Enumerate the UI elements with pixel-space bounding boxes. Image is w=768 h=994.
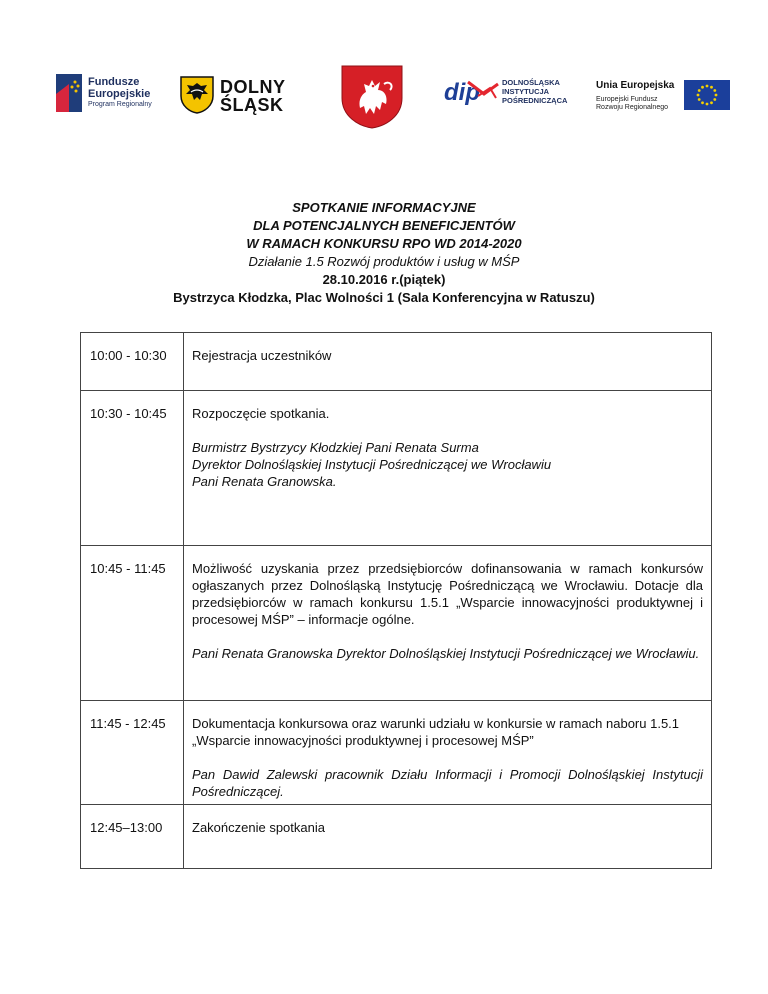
agenda-title: Rozpoczęcie spotkania. bbox=[192, 406, 330, 421]
heading-date: 28.10.2016 r.(piątek) bbox=[322, 272, 446, 287]
dip-icon bbox=[444, 78, 500, 108]
speaker-line: Dyrektor Dolnośląskiej Instytucji Pośredniczącej we Wrocławiu bbox=[192, 457, 552, 472]
bystrzyca-coat-of-arms bbox=[340, 64, 404, 130]
ue-line1: Unia Europejska bbox=[596, 80, 675, 91]
agenda-title: Możliwość uzyskania przez przedsiębiorców dofinansowania w ramach konkursów ogłaszanych przez Dolnośląską Instytucję Pośredniczącą we Wrocławiu. Dotacje dla przedsiębiorców w ramach konkursu 1.5.1 „Wsparcie innowacyjności produktywnej i procesowej MŚP” – informacje ogólne. bbox=[192, 561, 703, 627]
dip-line3: POŚREDNICZĄCA bbox=[502, 96, 568, 105]
agenda-speakers bbox=[192, 439, 703, 490]
table-row bbox=[81, 546, 712, 701]
fundusze-europejskie-logo bbox=[56, 74, 166, 118]
agenda-time: 12:45–13:00 bbox=[81, 805, 184, 869]
table-row bbox=[81, 701, 712, 805]
dolny-slask-word2: ŚLĄSK bbox=[220, 95, 284, 115]
unia-europejska-logo bbox=[596, 78, 736, 118]
agenda-item bbox=[184, 701, 712, 805]
agenda-table bbox=[80, 332, 712, 869]
ue-line3: Rozwoju Regionalnego bbox=[596, 104, 668, 111]
dolny-slask-word1: DOLNY bbox=[220, 77, 286, 97]
agenda-item bbox=[184, 391, 712, 546]
heading-line1: SPOTKANIE INFORMACYJNE bbox=[292, 200, 476, 215]
speaker-line: Pani Renata Granowska. bbox=[192, 474, 337, 489]
agenda-speaker: Pan Dawid Zalewski pracownik Działu Informacji i Promocji Dolnośląskiej Instytucji Pośredniczącej. bbox=[192, 767, 703, 799]
dip-logo bbox=[444, 74, 578, 114]
dip-line2: INSTYTUCJA bbox=[502, 87, 550, 96]
agenda-title: Dokumentacja konkursowa oraz warunki udziału w konkursie w ramach naboru 1.5.1 „Wsparcie innowacyjności produktywnej i procesowej MŚP” bbox=[192, 716, 680, 748]
table-row bbox=[81, 805, 712, 869]
fundusze-line3: Program Regionalny bbox=[88, 101, 152, 108]
lion-crest-icon bbox=[340, 64, 404, 130]
dip-mark-text: dip bbox=[444, 79, 480, 106]
fundusze-europejskie-icon bbox=[56, 74, 82, 112]
eagle-shield-icon bbox=[180, 76, 214, 114]
agenda-time: 10:45 - 11:45 bbox=[81, 546, 184, 701]
heading-line2: DLA POTENCJALNYCH BENEFICJENTÓW bbox=[253, 218, 515, 233]
dip-line1: DOLNOŚLĄSKA bbox=[502, 78, 560, 87]
agenda-speaker: Pani Renata Granowska Dyrektor Dolnośląskiej Instytucji Pośredniczącej we Wrocławiu. bbox=[192, 646, 700, 661]
logo-strip bbox=[0, 60, 768, 132]
speaker-line: Burmistrz Bystrzycy Kłodzkiej Pani Renata Surma bbox=[192, 440, 479, 455]
agenda-title: Rejestracja uczestników bbox=[192, 348, 332, 363]
table-row bbox=[81, 333, 712, 391]
ue-line2: Europejski Fundusz bbox=[596, 96, 658, 103]
agenda-item bbox=[184, 546, 712, 701]
heading-action: Działanie 1.5 Rozwój produktów i usług w MŚP bbox=[248, 254, 520, 269]
event-heading bbox=[0, 199, 768, 307]
agenda-title: Zakończenie spotkania bbox=[192, 820, 325, 835]
eu-flag-icon bbox=[684, 80, 730, 110]
heading-location: Bystrzyca Kłodzka, Plac Wolności 1 (Sala Konferencyjna w Ratuszu) bbox=[173, 290, 595, 305]
agenda-time: 10:00 - 10:30 bbox=[81, 333, 184, 391]
agenda-time: 11:45 - 12:45 bbox=[81, 701, 184, 805]
agenda-time: 10:30 - 10:45 bbox=[81, 391, 184, 546]
heading-line3: W RAMACH KONKURSU RPO WD 2014-2020 bbox=[246, 236, 522, 251]
dolny-slask-logo bbox=[180, 76, 298, 116]
fundusze-line1: Fundusze bbox=[88, 76, 140, 88]
fundusze-line2: Europejskie bbox=[88, 88, 151, 100]
table-row bbox=[81, 391, 712, 546]
agenda-item bbox=[184, 333, 712, 391]
agenda-item bbox=[184, 805, 712, 869]
